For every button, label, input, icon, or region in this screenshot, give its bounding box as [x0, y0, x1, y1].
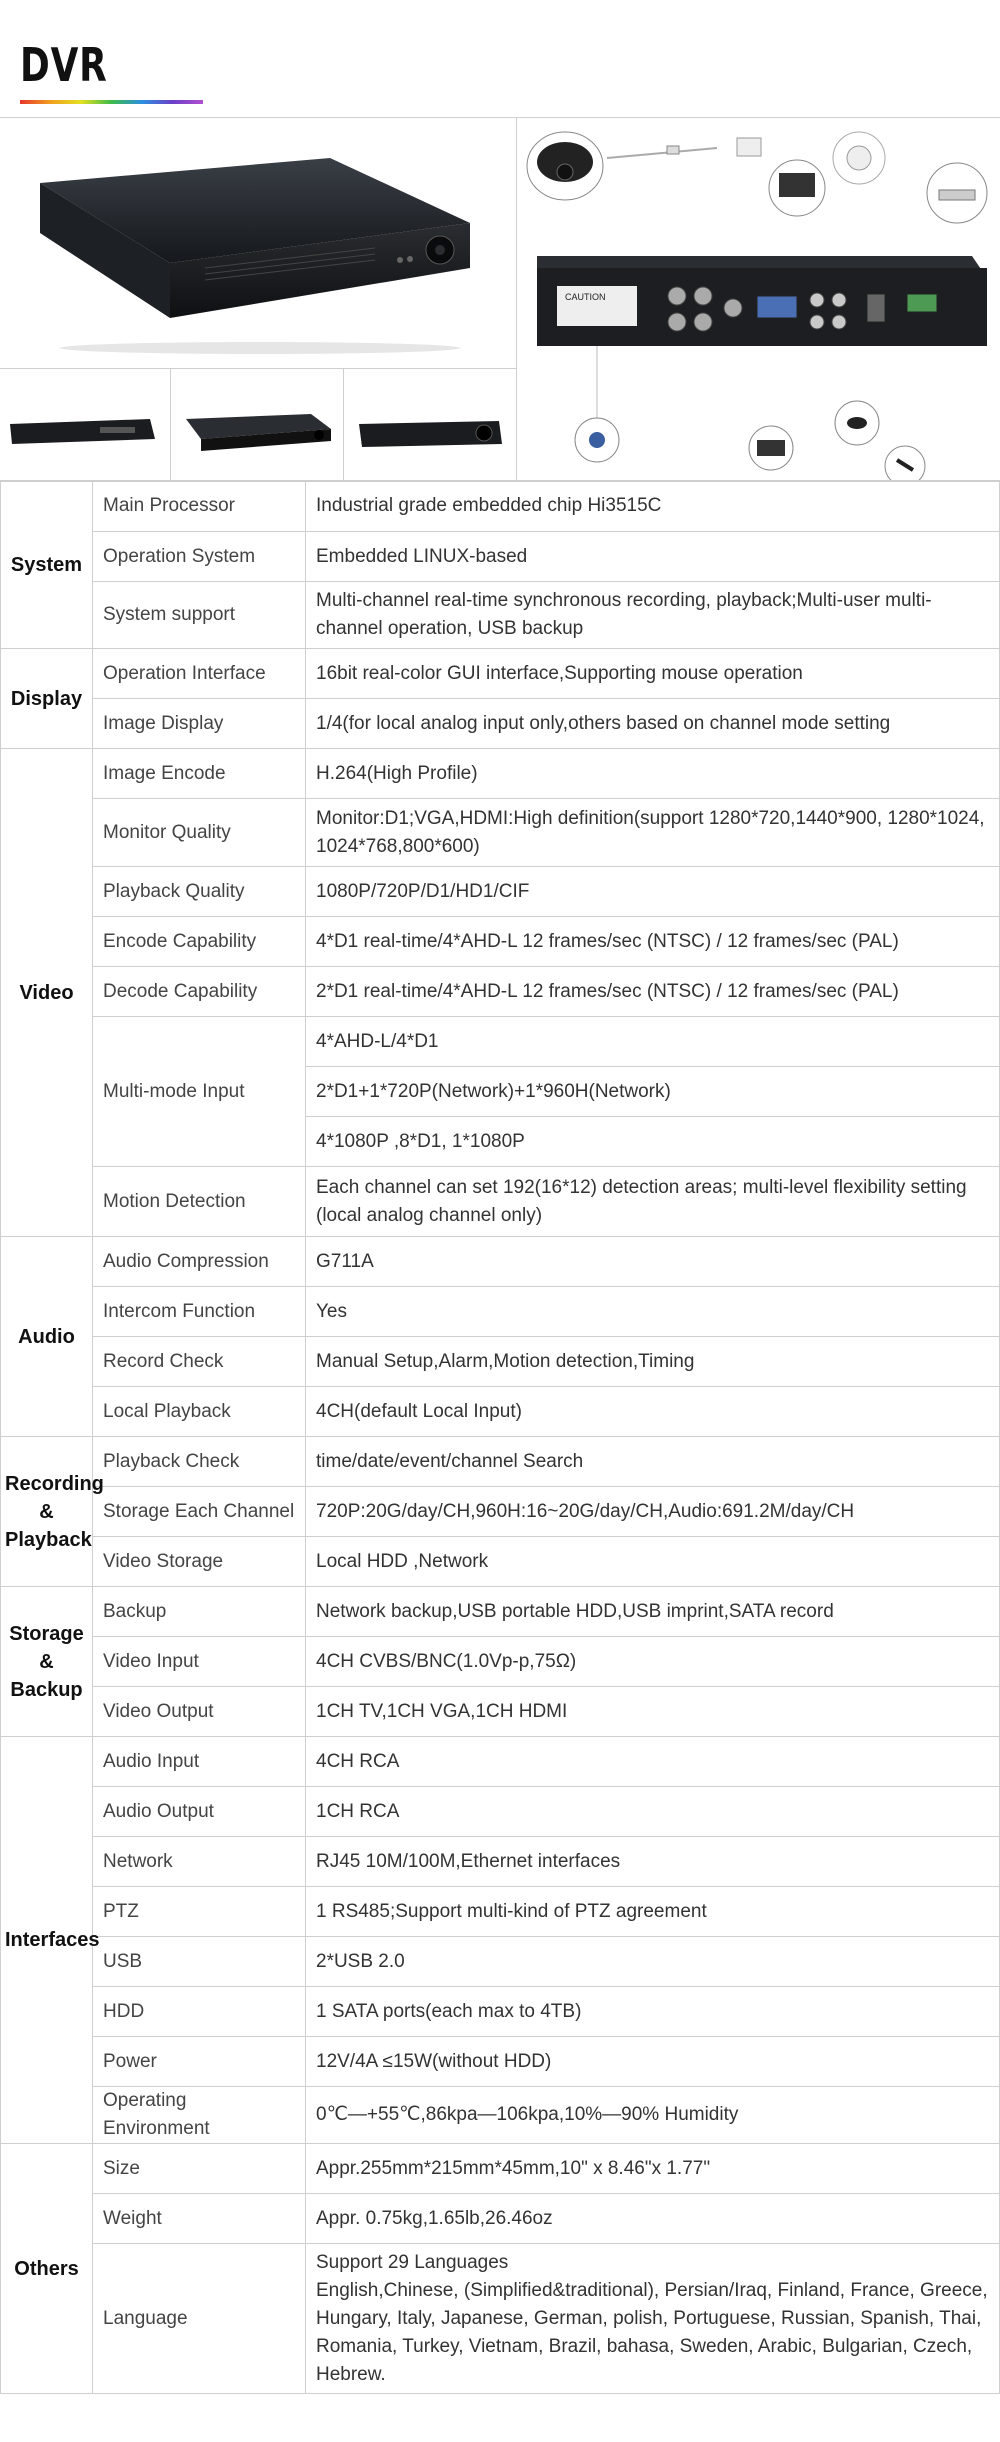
feature-value: 4CH CVBS/BNC(1.0Vp-p,75Ω)	[306, 1637, 1000, 1687]
feature-label: Storage Each Channel	[93, 1487, 306, 1537]
feature-label: Video Output	[93, 1687, 306, 1737]
feature-value: 1/4(for local analog input only,others based on channel mode setting	[306, 699, 1000, 749]
category-audio: Audio	[1, 1237, 93, 1437]
feature-label: System support	[93, 582, 306, 649]
feature-value: H.264(High Profile)	[306, 749, 1000, 799]
feature-label: Operating Environment	[93, 2087, 306, 2144]
feature-label: Motion Detection	[93, 1167, 306, 1237]
feature-label: Decode Capability	[93, 967, 306, 1017]
feature-label: Intercom Function	[93, 1287, 306, 1337]
feature-label: HDD	[93, 1987, 306, 2037]
rear-caution-label: CAUTION	[565, 292, 606, 302]
feature-value: Embedded LINUX-based	[306, 532, 1000, 582]
feature-label: Weight	[93, 2194, 306, 2244]
feature-label: Operation Interface	[93, 649, 306, 699]
feature-label: Backup	[93, 1587, 306, 1637]
feature-label: Audio Output	[93, 1787, 306, 1837]
feature-value: Local HDD ,Network	[306, 1537, 1000, 1587]
feature-label: Power	[93, 2037, 306, 2087]
feature-label: Size	[93, 2144, 306, 2194]
main-product-photo[interactable]	[0, 118, 517, 369]
category-display: Display	[1, 649, 93, 749]
feature-label: Playback Check	[93, 1437, 306, 1487]
feature-label: Video Input	[93, 1637, 306, 1687]
feature-label: PTZ	[93, 1887, 306, 1937]
feature-value: 4*AHD-L/4*D1	[306, 1017, 1000, 1067]
page-header	[0, 0, 1000, 115]
feature-value: 12V/4A ≤15W(without HDD)	[306, 2037, 1000, 2087]
spec-table	[0, 480, 1000, 2394]
feature-label: Multi-mode Input	[93, 1017, 306, 1167]
feature-value: 2*D1+1*720P(Network)+1*960H(Network)	[306, 1067, 1000, 1117]
feature-label: Monitor Quality	[93, 799, 306, 867]
feature-value: Each channel can set 192(16*12) detection areas; multi-level flexibility setting (local analog channel only)	[306, 1167, 1000, 1237]
category-recording-playback: Recording & Playback	[1, 1437, 93, 1587]
feature-label: Audio Compression	[93, 1237, 306, 1287]
feature-value: G711A	[306, 1237, 1000, 1287]
feature-value: RJ45 10M/100M,Ethernet interfaces	[306, 1837, 1000, 1887]
feature-value: Industrial grade embedded chip Hi3515C	[306, 481, 1000, 532]
feature-value: time/date/event/channel Search	[306, 1437, 1000, 1487]
feature-value: Multi-channel real-time synchronous recording, playback;Multi-user multi-channel operation, USB backup	[306, 582, 1000, 649]
feature-label: Playback Quality	[93, 867, 306, 917]
category-system: System	[1, 481, 93, 649]
thumbnail-3[interactable]	[344, 369, 517, 481]
feature-label: Operation System	[93, 532, 306, 582]
feature-label: Encode Capability	[93, 917, 306, 967]
feature-label: Network	[93, 1837, 306, 1887]
feature-value: Support 29 Languages English,Chinese, (Simplified&traditional), Persian/Iraq, Finland, France, Greece, Hungary, Italy, Japanese, German, polish, Portuguese, Russian, Spanish, Thai, Romania, Turkey, Vietnam, Brazil, bahasa, Sweden, Arabic, Bulgarian, Czech, Hebrew.	[306, 2244, 1000, 2394]
feature-value: Network backup,USB portable HDD,USB imprint,SATA record	[306, 1587, 1000, 1637]
feature-value: 1 SATA ports(each max to 4TB)	[306, 1987, 1000, 2037]
feature-value: Appr.255mm*215mm*45mm,10" x 8.46"x 1.77"	[306, 2144, 1000, 2194]
thumbnail-1[interactable]	[0, 369, 171, 481]
feature-label: Image Encode	[93, 749, 306, 799]
page-title: DVR	[20, 38, 108, 92]
feature-value: 4*D1 real-time/4*AHD-L 12 frames/sec (NTSC) / 12 frames/sec (PAL)	[306, 917, 1000, 967]
feature-value: Manual Setup,Alarm,Motion detection,Timing	[306, 1337, 1000, 1387]
feature-value: Yes	[306, 1287, 1000, 1337]
feature-value: 2*USB 2.0	[306, 1937, 1000, 1987]
feature-label: Image Display	[93, 699, 306, 749]
product-gallery	[0, 117, 1000, 482]
feature-value: 0℃—+55℃,86kpa—106kpa,10%—90% Humidity	[306, 2087, 1000, 2144]
feature-value: 720P:20G/day/CH,960H:16~20G/day/CH,Audio:691.2M/day/CH	[306, 1487, 1000, 1537]
feature-label: Language	[93, 2244, 306, 2394]
feature-value: 4CH(default Local Input)	[306, 1387, 1000, 1437]
category-video: Video	[1, 749, 93, 1237]
feature-value: 1CH TV,1CH VGA,1CH HDMI	[306, 1687, 1000, 1737]
feature-value: 16bit real-color GUI interface,Supporting mouse operation	[306, 649, 1000, 699]
feature-value: 2*D1 real-time/4*AHD-L 12 frames/sec (NTSC) / 12 frames/sec (PAL)	[306, 967, 1000, 1017]
feature-label: Local Playback	[93, 1387, 306, 1437]
rear-connections-photo[interactable]	[517, 118, 1000, 481]
feature-value: Appr. 0.75kg,1.65lb,26.46oz	[306, 2194, 1000, 2244]
category-others: Others	[1, 2144, 93, 2394]
title-underline	[20, 100, 203, 104]
category-storage-backup: Storage & Backup	[1, 1587, 93, 1737]
feature-value: 1 RS485;Support multi-kind of PTZ agreement	[306, 1887, 1000, 1937]
feature-value: 4CH RCA	[306, 1737, 1000, 1787]
feature-label: Record Check	[93, 1337, 306, 1387]
category-interfaces: Interfaces	[1, 1737, 93, 2144]
thumbnail-2[interactable]	[171, 369, 344, 481]
feature-label: Video Storage	[93, 1537, 306, 1587]
feature-label: Audio Input	[93, 1737, 306, 1787]
feature-value: 4*1080P ,8*D1, 1*1080P	[306, 1117, 1000, 1167]
feature-label: Main Processor	[93, 481, 306, 532]
feature-value: 1080P/720P/D1/HD1/CIF	[306, 867, 1000, 917]
feature-value: Monitor:D1;VGA,HDMI:High definition(support 1280*720,1440*900, 1280*1024, 1024*768,800*600)	[306, 799, 1000, 867]
feature-value: 1CH RCA	[306, 1787, 1000, 1837]
feature-label: USB	[93, 1937, 306, 1987]
